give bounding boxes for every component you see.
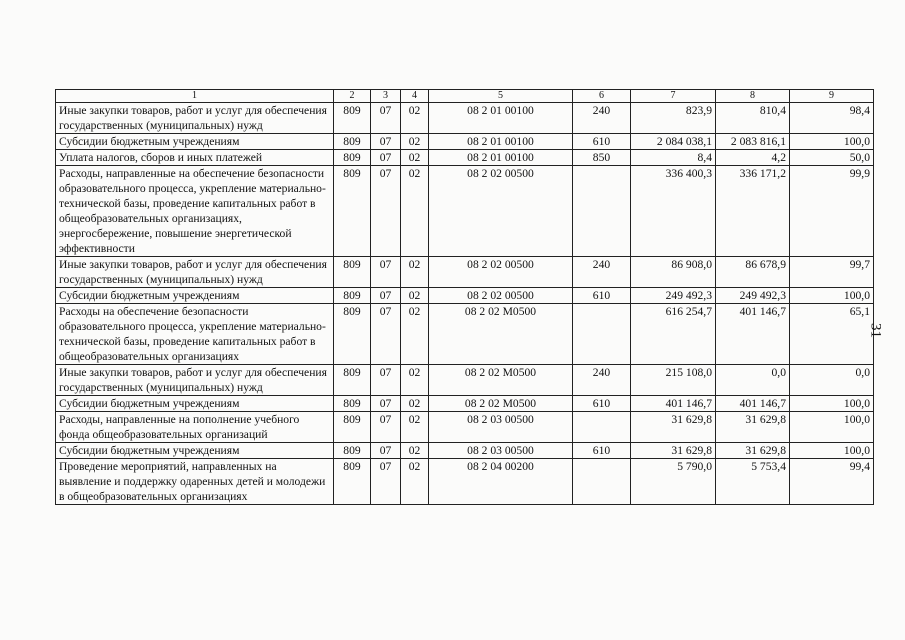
row-col6-cell: [573, 459, 631, 505]
row-col2-cell: 809: [334, 443, 371, 459]
row-col3-cell: 07: [371, 443, 401, 459]
row-col5-cell: 08 2 01 00100: [429, 150, 573, 166]
table-row: [56, 304, 874, 365]
row-col7-cell: 31 629,8: [631, 443, 716, 459]
row-name-cell: Субсидии бюджетным учреждениям: [56, 396, 334, 412]
row-col9-cell: 0,0: [790, 365, 874, 396]
row-col6-cell: 850: [573, 150, 631, 166]
budget-table: [55, 89, 874, 505]
row-name-cell: Иные закупки товаров, работ и услуг для обеспечения государственных (муниципальных) нужд: [56, 103, 334, 134]
row-col4-cell: 02: [401, 459, 429, 505]
row-col8-cell: 4,2: [716, 150, 790, 166]
row-col6-cell: 610: [573, 134, 631, 150]
row-col4-cell: 02: [401, 288, 429, 304]
row-col2-cell: 809: [334, 288, 371, 304]
row-col6-cell: 240: [573, 257, 631, 288]
row-col5-cell: 08 2 02 00500: [429, 166, 573, 257]
row-col7-cell: 249 492,3: [631, 288, 716, 304]
row-name-cell: Расходы, направленные на обеспечение безопасности образовательного процесса, укрепление материально-технической базы, проведение капитальных работ в общеобразовательных организациях, энергосбережение, повышение энергетической эффективности: [56, 166, 334, 257]
row-col4-cell: 02: [401, 304, 429, 365]
row-col5-cell: 08 2 01 00100: [429, 134, 573, 150]
row-col8-cell: 401 146,7: [716, 396, 790, 412]
row-col8-cell: 401 146,7: [716, 304, 790, 365]
row-col9-cell: 100,0: [790, 396, 874, 412]
column-header-1: 1: [56, 90, 334, 103]
row-col7-cell: 8,4: [631, 150, 716, 166]
table-row: [56, 412, 874, 443]
row-col4-cell: 02: [401, 134, 429, 150]
row-col9-cell: 100,0: [790, 443, 874, 459]
row-col8-cell: 810,4: [716, 103, 790, 134]
row-col9-cell: 99,7: [790, 257, 874, 288]
row-col4-cell: 02: [401, 396, 429, 412]
row-col6-cell: 240: [573, 365, 631, 396]
row-col8-cell: 5 753,4: [716, 459, 790, 505]
table-row: [56, 134, 874, 150]
row-col3-cell: 07: [371, 459, 401, 505]
row-col7-cell: 5 790,0: [631, 459, 716, 505]
row-name-cell: Иные закупки товаров, работ и услуг для обеспечения государственных (муниципальных) нужд: [56, 257, 334, 288]
row-col5-cell: 08 2 02 M0500: [429, 396, 573, 412]
row-col4-cell: 02: [401, 166, 429, 257]
column-header-5: 5: [429, 90, 573, 103]
row-col9-cell: 99,9: [790, 166, 874, 257]
row-col9-cell: 100,0: [790, 134, 874, 150]
row-col3-cell: 07: [371, 396, 401, 412]
column-header-8: 8: [716, 90, 790, 103]
row-name-cell: Проведение мероприятий, направленных на выявление и поддержку одаренных детей и молодежи в общеобразовательных организациях: [56, 459, 334, 505]
row-col8-cell: 31 629,8: [716, 443, 790, 459]
column-header-7: 7: [631, 90, 716, 103]
row-col8-cell: 86 678,9: [716, 257, 790, 288]
row-name-cell: Субсидии бюджетным учреждениям: [56, 443, 334, 459]
row-col2-cell: 809: [334, 412, 371, 443]
row-col9-cell: 100,0: [790, 412, 874, 443]
row-col4-cell: 02: [401, 150, 429, 166]
row-col3-cell: 07: [371, 150, 401, 166]
row-col8-cell: 249 492,3: [716, 288, 790, 304]
row-col7-cell: 31 629,8: [631, 412, 716, 443]
row-col6-cell: [573, 304, 631, 365]
row-col2-cell: 809: [334, 396, 371, 412]
row-col6-cell: 610: [573, 288, 631, 304]
column-number-row: [56, 90, 874, 103]
row-name-cell: Расходы, направленные на пополнение учебного фонда общеобразовательных организаций: [56, 412, 334, 443]
row-col7-cell: 2 084 038,1: [631, 134, 716, 150]
row-col2-cell: 809: [334, 150, 371, 166]
row-col5-cell: 08 2 02 00500: [429, 257, 573, 288]
row-col6-cell: 240: [573, 103, 631, 134]
row-col7-cell: 616 254,7: [631, 304, 716, 365]
row-col7-cell: 215 108,0: [631, 365, 716, 396]
row-col9-cell: 98,4: [790, 103, 874, 134]
row-col5-cell: 08 2 03 00500: [429, 443, 573, 459]
row-name-cell: Расходы на обеспечение безопасности образовательного процесса, укрепление материально-технической базы, проведение капитальных работ в общеобразовательных организациях: [56, 304, 334, 365]
row-col4-cell: 02: [401, 365, 429, 396]
table-row: [56, 150, 874, 166]
row-col5-cell: 08 2 02 M0500: [429, 304, 573, 365]
row-col5-cell: 08 2 04 00200: [429, 459, 573, 505]
table-row: [56, 396, 874, 412]
row-col9-cell: 65,1: [790, 304, 874, 365]
row-name-cell: Уплата налогов, сборов и иных платежей: [56, 150, 334, 166]
row-col2-cell: 809: [334, 134, 371, 150]
table-row: [56, 288, 874, 304]
row-col3-cell: 07: [371, 257, 401, 288]
row-col5-cell: 08 2 01 00100: [429, 103, 573, 134]
page-number: 31: [867, 323, 884, 338]
row-col3-cell: 07: [371, 166, 401, 257]
row-col2-cell: 809: [334, 365, 371, 396]
table-row: [56, 257, 874, 288]
table-row: [56, 103, 874, 134]
row-col3-cell: 07: [371, 134, 401, 150]
row-col2-cell: 809: [334, 166, 371, 257]
row-col2-cell: 809: [334, 304, 371, 365]
row-col7-cell: 823,9: [631, 103, 716, 134]
row-col2-cell: 809: [334, 257, 371, 288]
row-col2-cell: 809: [334, 103, 371, 134]
row-col5-cell: 08 2 02 00500: [429, 288, 573, 304]
table-row: [56, 459, 874, 505]
row-col3-cell: 07: [371, 365, 401, 396]
row-col3-cell: 07: [371, 288, 401, 304]
row-name-cell: Иные закупки товаров, работ и услуг для обеспечения государственных (муниципальных) нужд: [56, 365, 334, 396]
row-col8-cell: 0,0: [716, 365, 790, 396]
row-col9-cell: 50,0: [790, 150, 874, 166]
row-col5-cell: 08 2 03 00500: [429, 412, 573, 443]
table-row: [56, 166, 874, 257]
row-col9-cell: 99,4: [790, 459, 874, 505]
row-name-cell: Субсидии бюджетным учреждениям: [56, 134, 334, 150]
row-col8-cell: 2 083 816,1: [716, 134, 790, 150]
table-row: [56, 365, 874, 396]
column-header-3: 3: [371, 90, 401, 103]
row-col7-cell: 86 908,0: [631, 257, 716, 288]
row-col6-cell: [573, 412, 631, 443]
row-col3-cell: 07: [371, 304, 401, 365]
column-header-4: 4: [401, 90, 429, 103]
row-col4-cell: 02: [401, 443, 429, 459]
row-col5-cell: 08 2 02 M0500: [429, 365, 573, 396]
row-col6-cell: [573, 166, 631, 257]
row-col3-cell: 07: [371, 103, 401, 134]
table-row: [56, 443, 874, 459]
row-col8-cell: 31 629,8: [716, 412, 790, 443]
row-col7-cell: 401 146,7: [631, 396, 716, 412]
row-col9-cell: 100,0: [790, 288, 874, 304]
row-col7-cell: 336 400,3: [631, 166, 716, 257]
column-header-6: 6: [573, 90, 631, 103]
row-col6-cell: 610: [573, 443, 631, 459]
column-header-2: 2: [334, 90, 371, 103]
row-col4-cell: 02: [401, 412, 429, 443]
column-header-9: 9: [790, 90, 874, 103]
row-col6-cell: 610: [573, 396, 631, 412]
row-name-cell: Субсидии бюджетным учреждениям: [56, 288, 334, 304]
row-col3-cell: 07: [371, 412, 401, 443]
row-col8-cell: 336 171,2: [716, 166, 790, 257]
row-col4-cell: 02: [401, 257, 429, 288]
row-col4-cell: 02: [401, 103, 429, 134]
row-col2-cell: 809: [334, 459, 371, 505]
